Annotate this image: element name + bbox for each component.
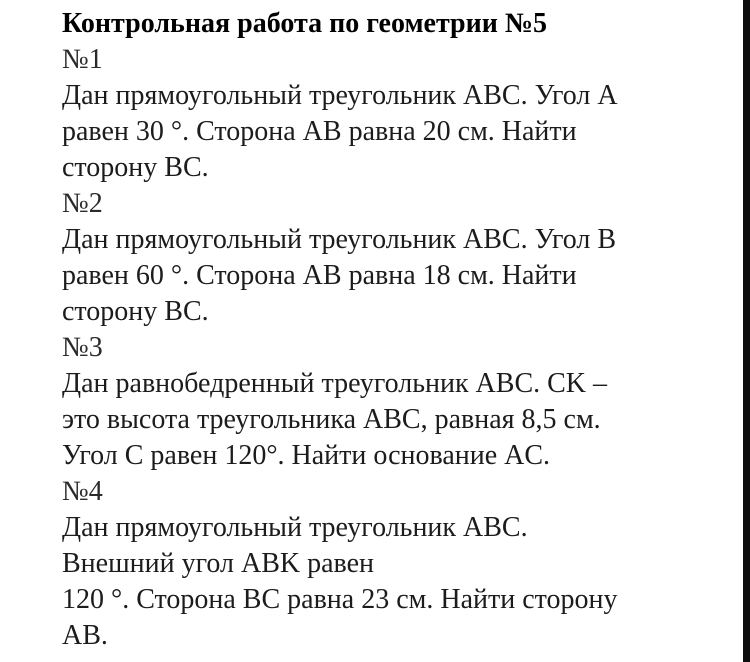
task-text-line: 120 °. Сторона BC равна 23 см. Найти сторону — [62, 584, 618, 615]
right-edge-border — [743, 0, 750, 662]
task-text-line: сторону BC. — [62, 296, 209, 327]
task-text-line: Дан прямоугольный треугольник ABC. — [62, 512, 528, 543]
task-text-line: Внешний угол ABK равен — [62, 548, 375, 579]
task-number: №2 — [62, 188, 103, 219]
task-text-line: равен 30 °. Сторона AB равна 20 см. Найти — [62, 116, 577, 147]
task-4 — [62, 474, 743, 654]
task-text-line: равен 60 °. Сторона AB равна 18 см. Найти — [62, 260, 577, 291]
task-text-line: это высота треугольника ABC, равная 8,5 см. — [62, 404, 601, 435]
document-title: Контрольная работа по геометрии №5 — [62, 8, 548, 39]
task-text-line: Дан прямоугольный треугольник ABC. Угол A — [62, 80, 618, 111]
task-number: №1 — [62, 44, 103, 75]
task-text-line: Угол C равен 120°. Найти основание AC. — [62, 440, 551, 471]
task-number: №4 — [62, 476, 103, 507]
task-text-line: Дан равнобедренный треугольник ABC. CK – — [62, 368, 608, 399]
task-1 — [62, 42, 743, 186]
task-2 — [62, 186, 743, 330]
task-text-line: Дан прямоугольный треугольник ABC. Угол B — [62, 224, 617, 255]
task-text-line: сторону BC. — [62, 152, 209, 183]
task-text-line: AB. — [62, 620, 108, 651]
task-3 — [62, 330, 743, 474]
task-number: №3 — [62, 332, 103, 363]
